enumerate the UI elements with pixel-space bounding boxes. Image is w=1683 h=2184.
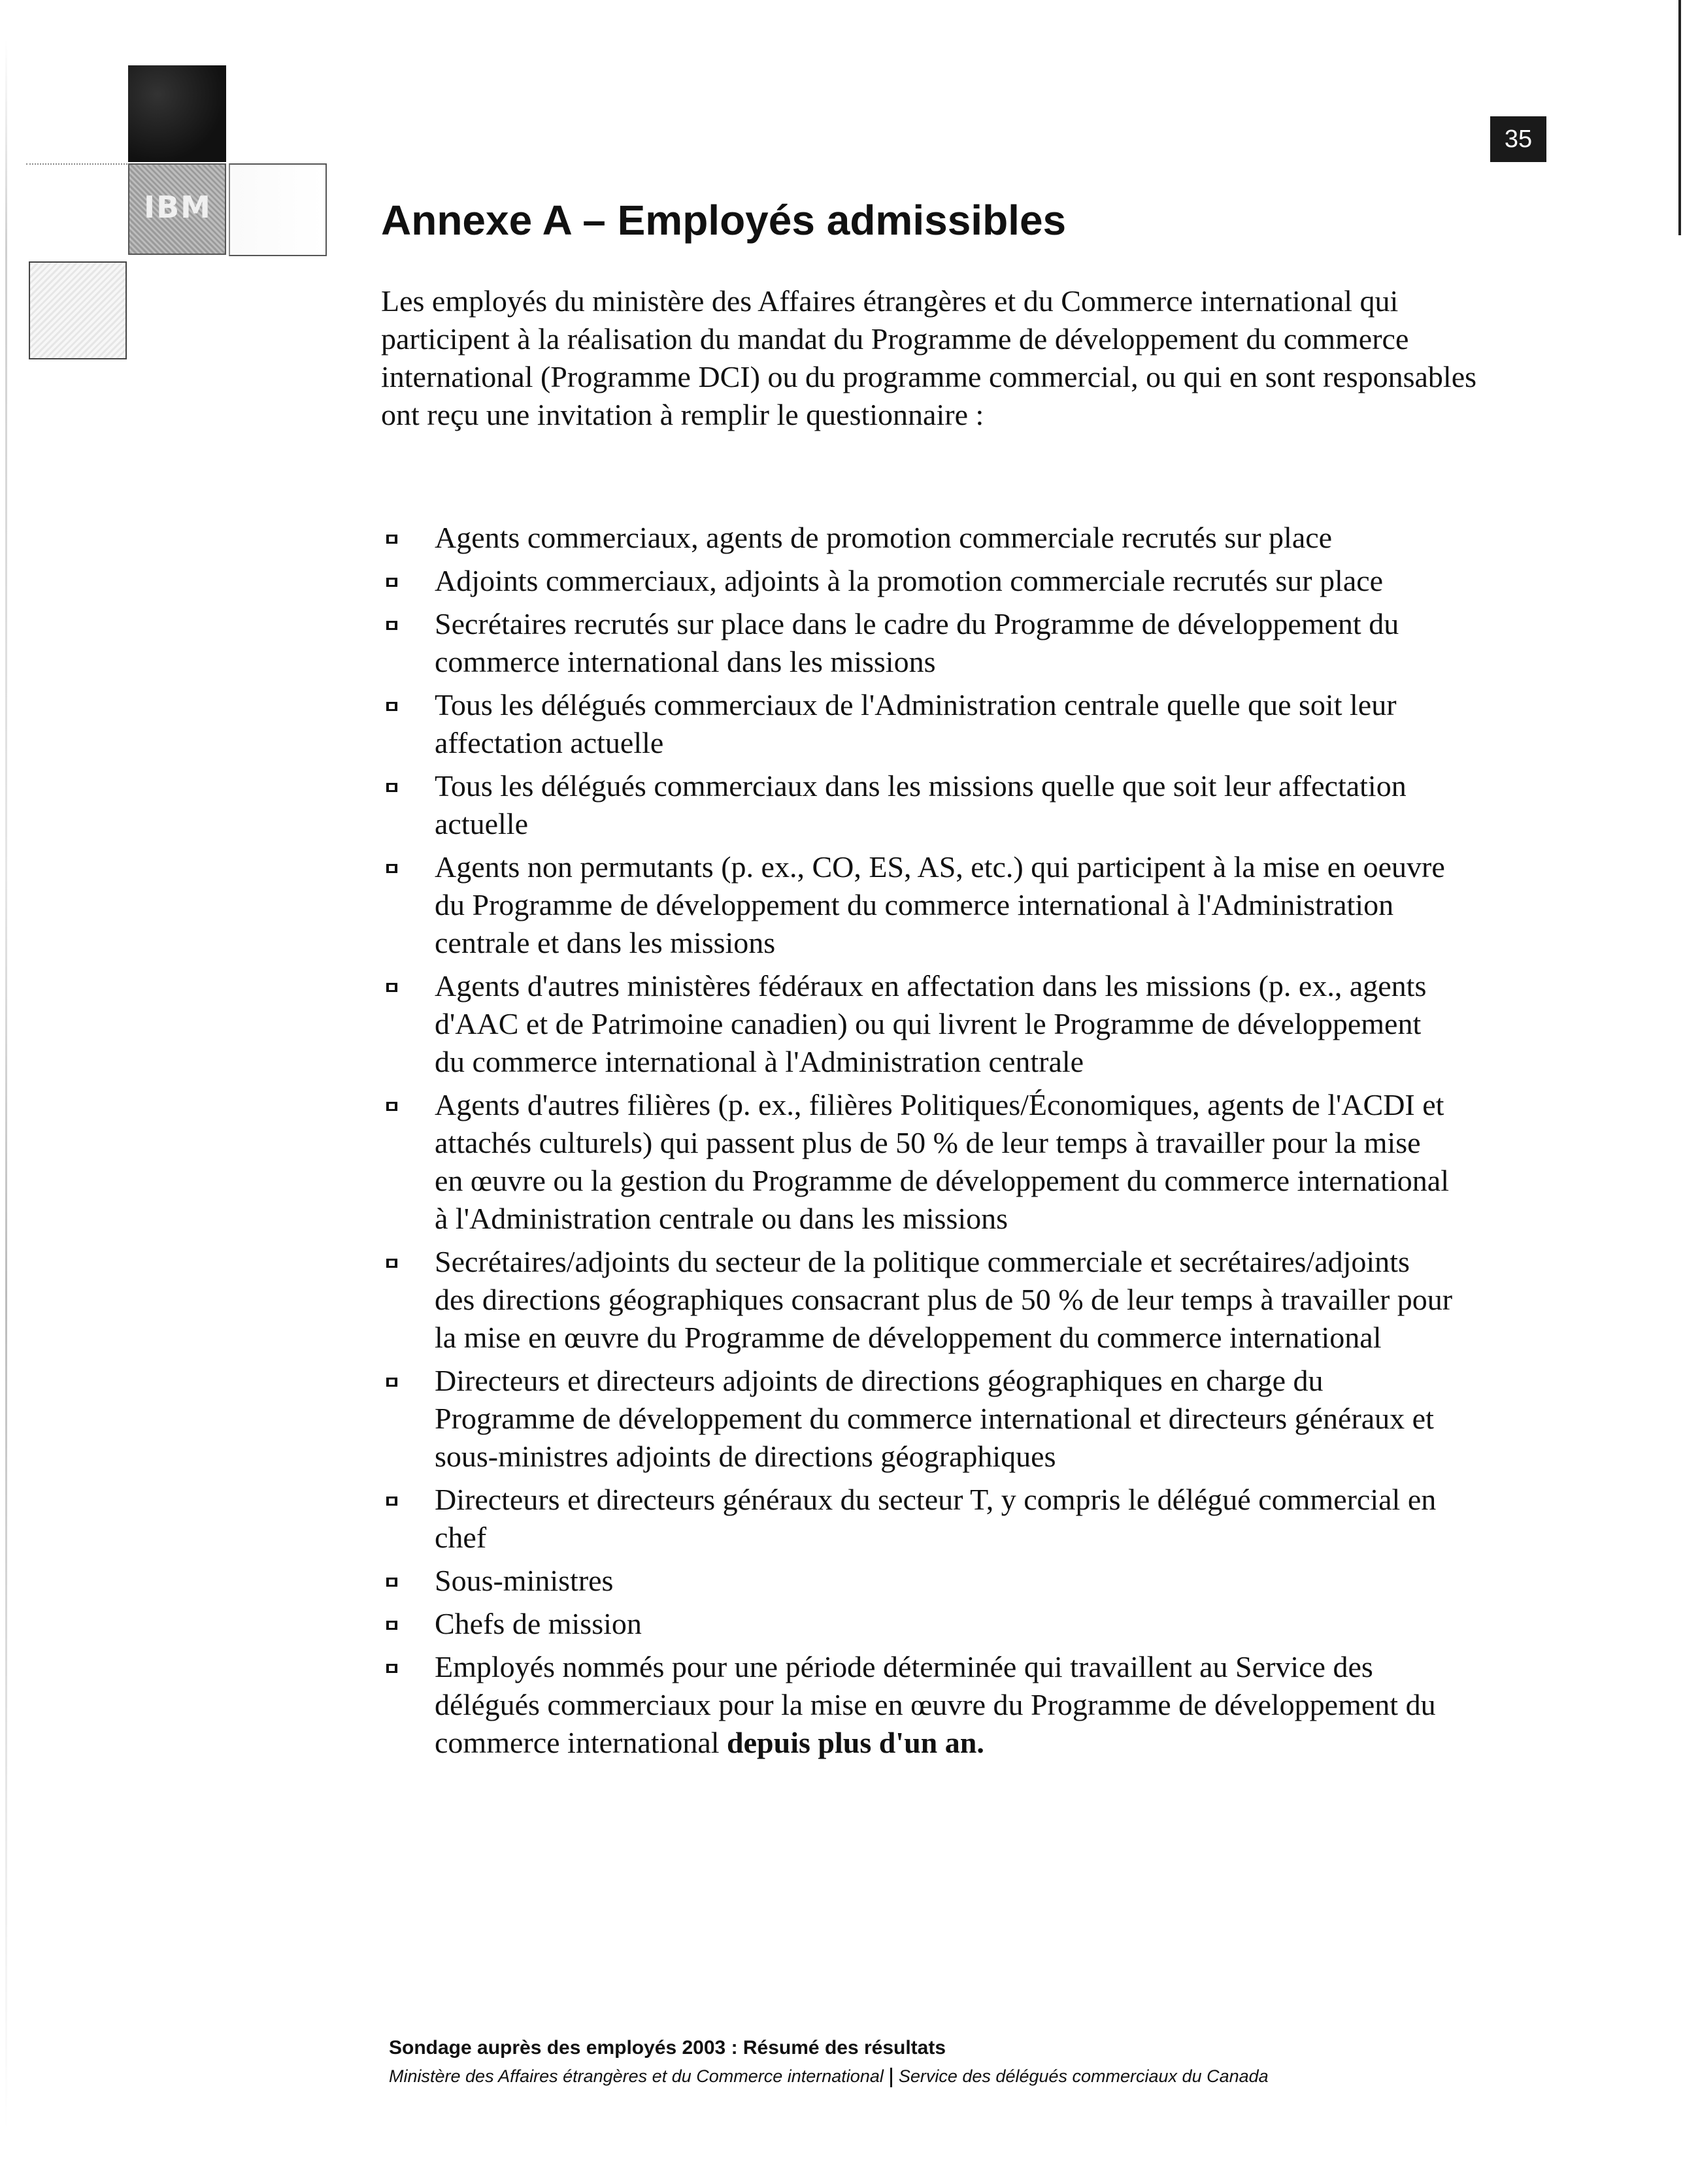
square-bullet-icon [386,1259,397,1268]
list-item [381,1362,1453,1476]
list-item [381,1605,1453,1643]
logo-light-square [29,261,127,359]
list-item-text: Adjoints commerciaux, adjoints à la promotion commerciale recrutés sur place [435,564,1384,597]
square-bullet-icon [386,1497,397,1506]
square-bullet-icon [386,1102,397,1111]
list-item-text: Sous-ministres [435,1564,614,1597]
logo-outline-square [229,163,327,256]
list-item-text: Tous les délégués commerciaux dans les missions quelle que soit leur affectation actuelle [435,769,1407,840]
list-item [381,1562,1453,1600]
list-item [381,605,1453,681]
list-item-text: Agents commerciaux, agents de promotion commerciale recrutés sur place [435,521,1333,554]
ibm-logo-text: IBM [144,190,212,225]
square-bullet-icon [386,578,397,587]
logo-dotted-line [26,163,127,165]
footer-subtitle [389,2066,1269,2087]
list-item [381,767,1453,843]
square-bullet-icon [386,1621,397,1630]
page-title: Annexe A – Employés admissibles [381,197,1067,244]
intro-paragraph: Les employés du ministère des Affaires étrangères et du Commerce international qui participent à la réalisation du mandat du Programme de développement du commerce international (Programme DCI) ou du programme commercial, ou qui en sont responsables ont reçu une invitation à remplir le questionnaire : [381,284,1477,431]
footer-separator [890,2068,892,2087]
list-item [381,686,1453,762]
list-item-text: Employés nommés pour une période déterminée qui travaillent au Service des délégués commerciaux pour la mise en œuvre du Programme de développement du commerce international [435,1650,1436,1759]
square-bullet-icon [386,1664,397,1673]
square-bullet-icon [386,783,397,792]
square-bullet-icon [386,1378,397,1387]
square-bullet-icon [386,983,397,992]
list-item [381,562,1453,600]
page-number: 35 [1490,116,1546,162]
list-item [381,1481,1453,1557]
square-bullet-icon [386,864,397,873]
list-item-text: Directeurs et directeurs adjoints de directions géographiques en charge du Programme de développement du commerce international et directeurs généraux et sous-ministres adjoints de directions géographiques [435,1364,1434,1473]
list-item [381,1086,1453,1238]
square-bullet-icon [386,702,397,711]
list-item-text: Secrétaires/adjoints du secteur de la politique commerciale et secrétaires/adjoints des directions géographiques consacrant plus de 50 % de leur temps à travailler pour la mise en œuvre du Programme de développement du commerce international [435,1245,1453,1354]
list-item [381,848,1453,962]
list-item [381,519,1453,557]
eligible-employees-list [381,519,1453,1767]
list-item-text: Agents non permutants (p. ex., CO, ES, AS, etc.) qui participent à la mise en oeuvre du Programme de développement du commerce international à l'Administration centrale et dans les missions [435,850,1445,959]
list-item-text: Agents d'autres filières (p. ex., filières Politiques/Économiques, agents de l'ACDI et attachés culturels) qui passent plus de 50 % de leur temps à travailler pour la mise en œuvre ou la gestion du Programme de développement du commerce international à l'Administration centrale ou dans les missions [435,1088,1450,1235]
list-item-text: Agents d'autres ministères fédéraux en affectation dans les missions (p. ex., agents d'AAC et de Patrimoine canadien) ou qui livrent le Programme de développement du commerce international à l'Administration centrale [435,969,1427,1078]
ibm-logo-blocks [0,0,340,392]
logo-dark-square [128,65,226,162]
list-item-text: Directeurs et directeurs généraux du secteur T, y compris le délégué commercial en chef [435,1483,1437,1554]
list-item-text: Tous les délégués commerciaux de l'Administration centrale quelle que soit leur affectation actuelle [435,688,1397,759]
logo-ibm-square [128,163,226,255]
list-item-text: Secrétaires recrutés sur place dans le cadre du Programme de développement du commerce international dans les missions [435,607,1399,678]
square-bullet-icon [386,535,397,544]
footer-department: Ministère des Affaires étrangères et du Commerce international [389,2066,884,2086]
square-bullet-icon [386,1578,397,1587]
list-item-text: Chefs de mission [435,1607,642,1640]
list-item [381,1243,1453,1357]
list-item [381,1648,1453,1762]
list-item-emphasis: depuis plus d'un an. [727,1726,984,1759]
scan-edge-right [1678,0,1681,235]
list-item [381,967,1453,1081]
footer-service: Service des délégués commerciaux du Canada [898,2066,1269,2086]
square-bullet-icon [386,621,397,630]
footer-title: Sondage auprès des employés 2003 : Résumé des résultats [389,2037,946,2059]
